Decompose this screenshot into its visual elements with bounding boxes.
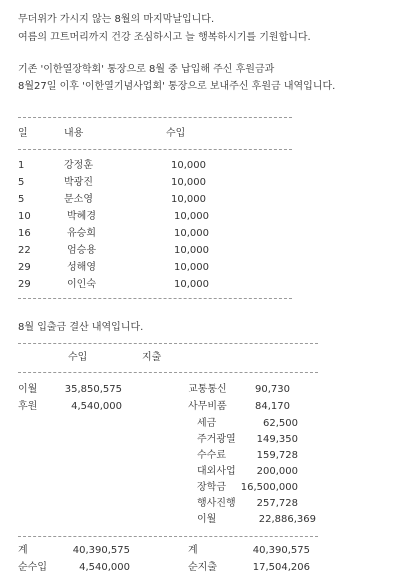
divider [18, 117, 292, 118]
intro-line-2: 여름의 끄트머리까지 건강 조심하시고 늘 행복하시기를 기원합니다. [18, 32, 311, 43]
settlement-header-income: 수입 [68, 352, 88, 363]
donation-day: 5 [18, 177, 25, 188]
donation-amount: 10,000 [174, 228, 209, 239]
income-value: 35,850,575 [64, 384, 122, 395]
expense-label: 세금 [197, 418, 217, 429]
donation-day: 16 [18, 228, 31, 239]
net-income-label: 순수입 [18, 562, 47, 573]
divider [18, 298, 292, 299]
donation-day: 29 [18, 262, 31, 273]
donation-name: 유승희 [67, 228, 96, 239]
income-label: 후원 [18, 401, 38, 412]
donation-amount: 10,000 [174, 262, 209, 273]
divider [18, 343, 318, 344]
expense-label: 사무비품 [188, 401, 227, 412]
donation-amount: 10,000 [171, 160, 206, 171]
expense-value: 16,500,000 [240, 482, 298, 493]
expense-value: 22,886,369 [258, 514, 316, 525]
donation-day: 1 [18, 160, 25, 171]
divider [18, 536, 318, 537]
donation-name: 성해영 [67, 262, 96, 273]
divider [18, 149, 292, 150]
expense-value: 257,728 [256, 498, 298, 509]
intro-line-4: 8월27일 이후 '이한열기념사업회' 통장으로 보내주신 후원금 내역입니다. [18, 81, 336, 92]
donations-header-day: 일 [18, 128, 28, 139]
donation-amount: 10,000 [174, 279, 209, 290]
intro-line-3: 기존 '이한열장학회' 통장으로 8월 중 납입해 주신 후원금과 [18, 64, 275, 75]
expense-label: 수수료 [197, 450, 226, 461]
donation-name: 엄승용 [67, 245, 96, 256]
expense-label: 교통통신 [188, 384, 227, 395]
expense-label: 장학금 [197, 482, 226, 493]
divider [18, 372, 318, 373]
expense-value: 90,730 [255, 384, 290, 395]
net-income-value: 4,540,000 [79, 562, 130, 573]
donation-amount: 10,000 [171, 177, 206, 188]
expense-label: 주거광열 [197, 434, 236, 445]
donations-header-amount: 수입 [166, 128, 186, 139]
donation-day: 22 [18, 245, 31, 256]
donation-name: 이인숙 [67, 279, 96, 290]
income-value: 4,540,000 [71, 401, 122, 412]
donations-header-name: 내용 [64, 128, 84, 139]
expense-label: 이월 [197, 514, 217, 525]
total-expense-label: 계 [188, 545, 198, 556]
donation-name: 박혜경 [67, 211, 96, 222]
settlement-header-expense: 지출 [142, 352, 162, 363]
net-expense-value: 17,504,206 [252, 562, 310, 573]
donation-name: 강정훈 [64, 160, 93, 171]
donation-amount: 10,000 [171, 194, 206, 205]
total-expense-value: 40,390,575 [252, 545, 310, 556]
income-label: 이월 [18, 384, 38, 395]
total-income-value: 40,390,575 [72, 545, 130, 556]
donation-amount: 10,000 [174, 245, 209, 256]
donation-day: 29 [18, 279, 31, 290]
intro-line-1: 무더위가 가시지 않는 8월의 마지막날입니다. [18, 14, 215, 25]
donation-name: 문소영 [64, 194, 93, 205]
donation-day: 10 [18, 211, 31, 222]
expense-value: 149,350 [256, 434, 298, 445]
expense-value: 62,500 [263, 418, 298, 429]
expense-value: 200,000 [256, 466, 298, 477]
net-expense-label: 순지출 [188, 562, 217, 573]
donation-name: 박광진 [64, 177, 93, 188]
donation-amount: 10,000 [174, 211, 209, 222]
expense-value: 159,728 [256, 450, 298, 461]
expense-label: 행사진행 [197, 498, 236, 509]
donation-day: 5 [18, 194, 25, 205]
expense-label: 대외사업 [197, 466, 236, 477]
total-income-label: 계 [18, 545, 28, 556]
expense-value: 84,170 [255, 401, 290, 412]
settlement-title: 8월 입출금 결산 내역입니다. [18, 322, 144, 333]
